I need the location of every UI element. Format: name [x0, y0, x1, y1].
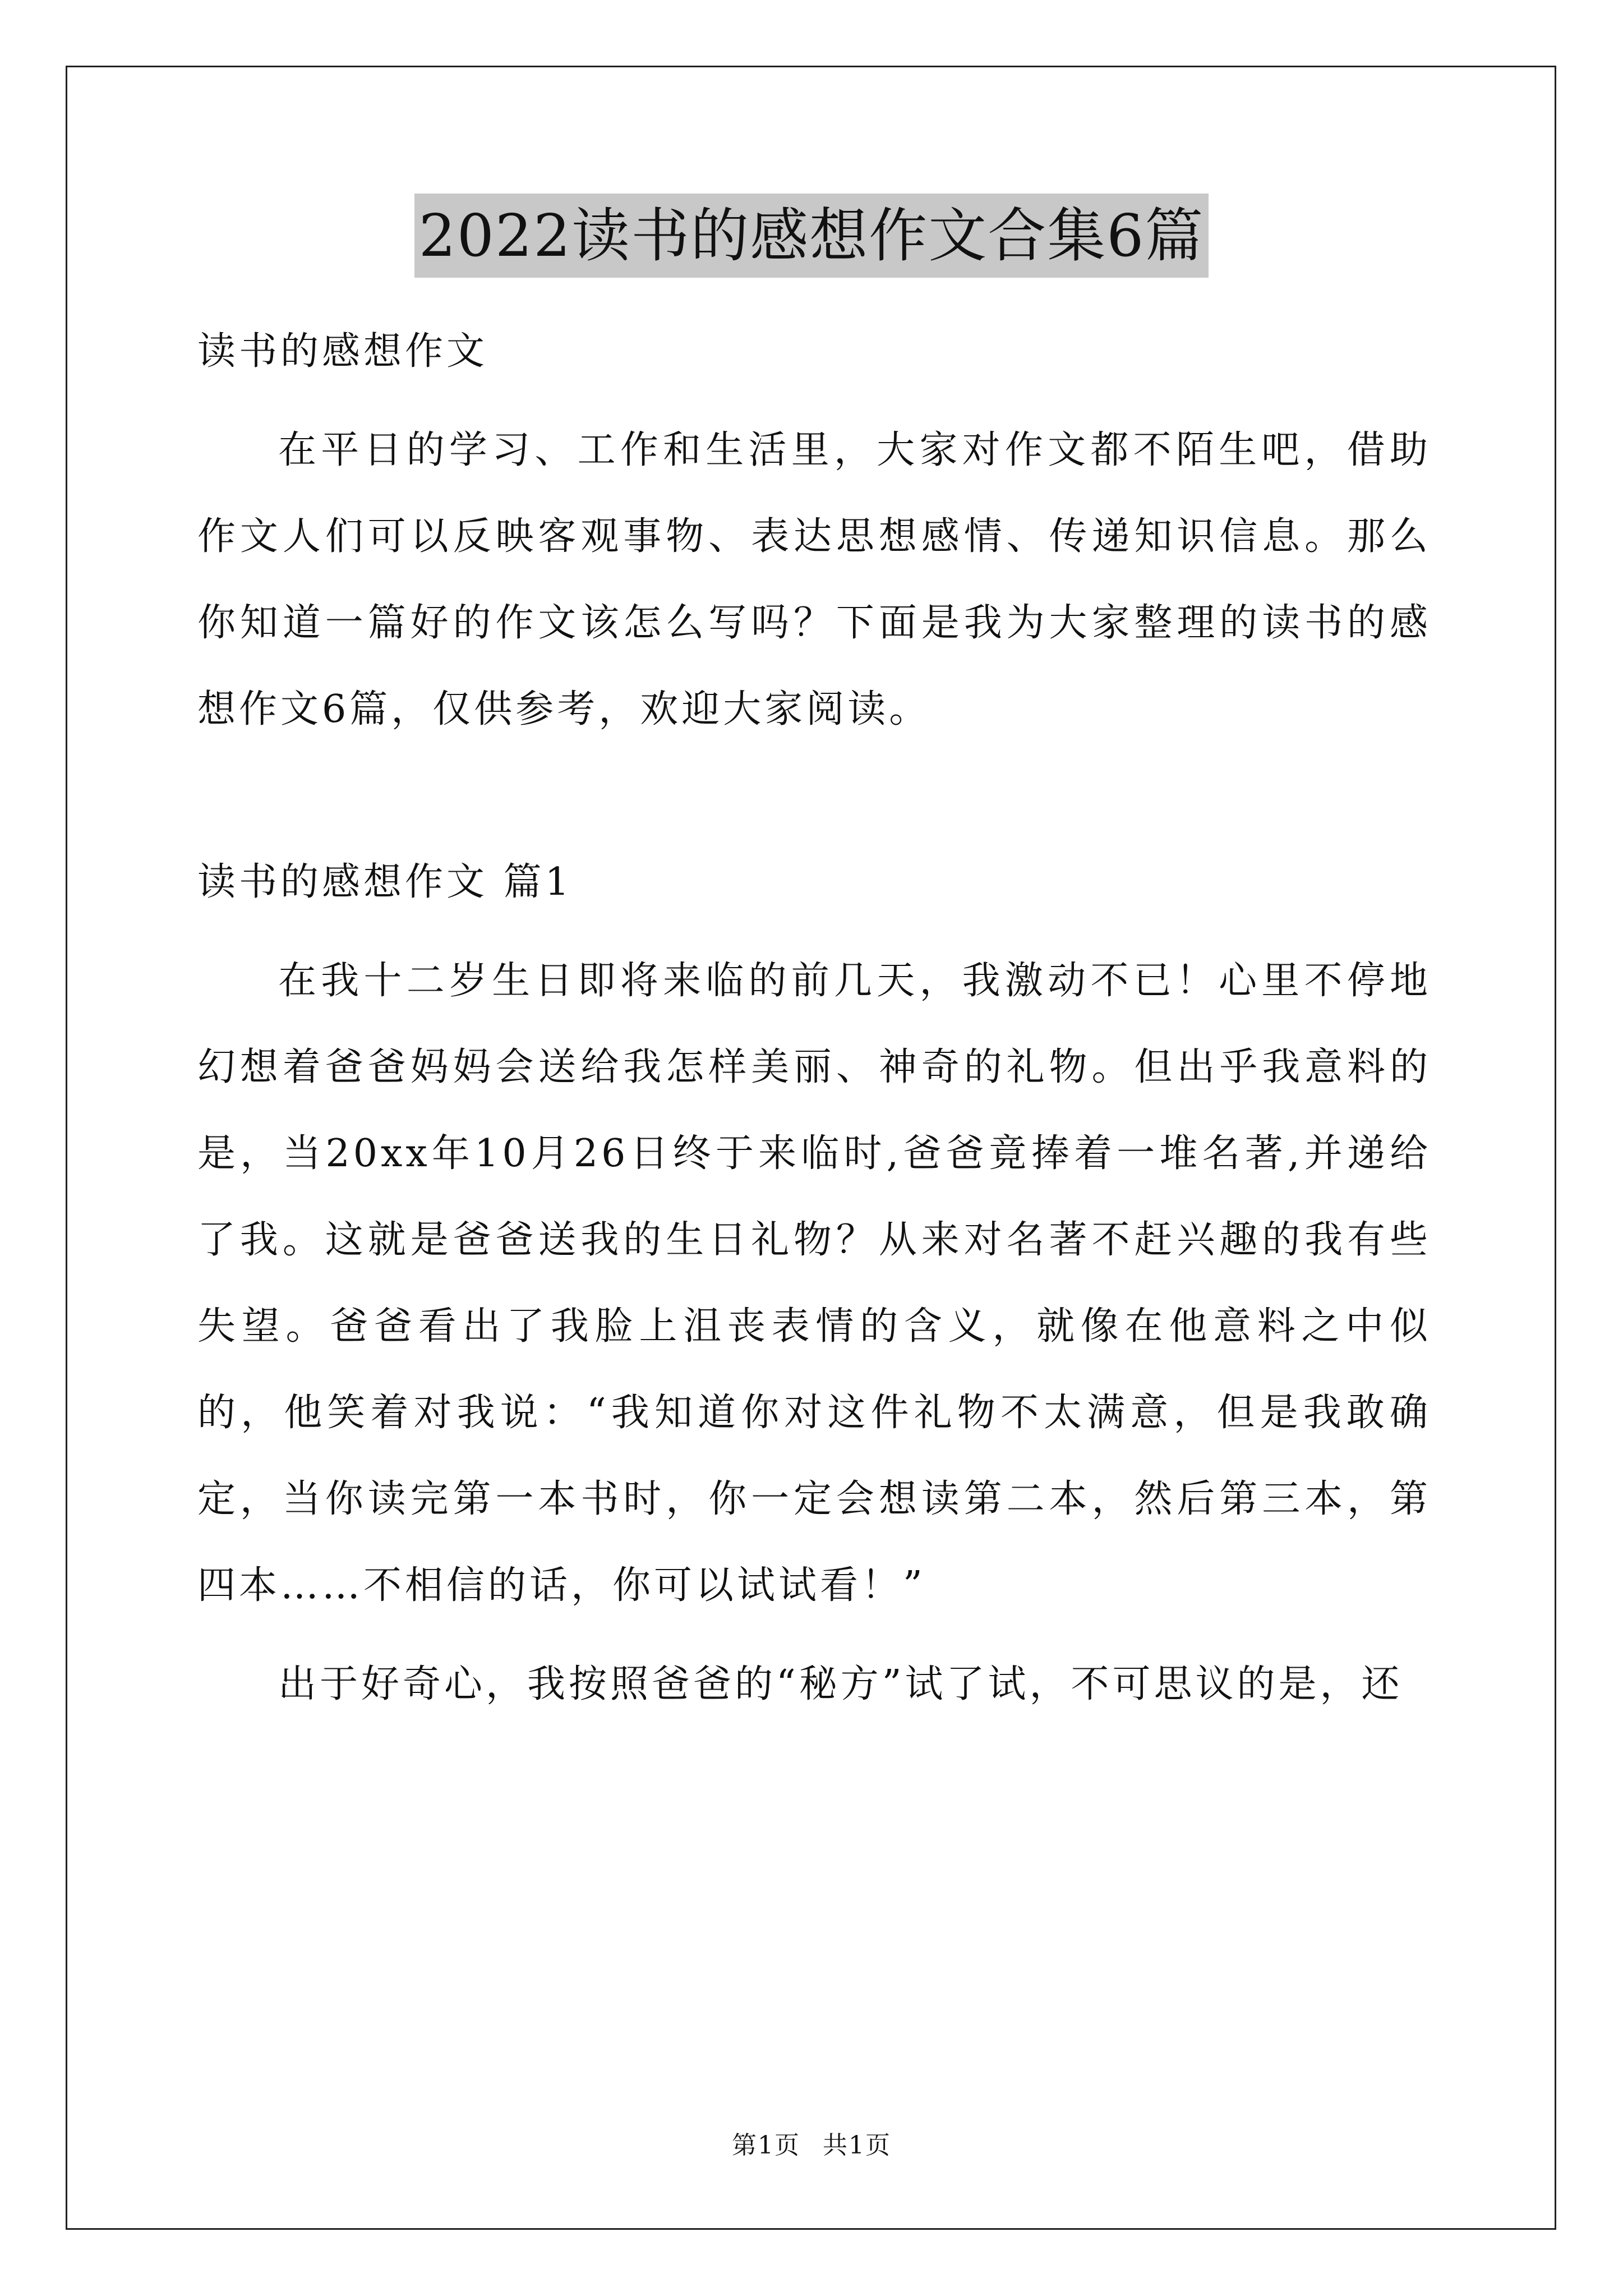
essay-1-paragraph-1: 在我十二岁生日即将来临的前几天，我激动不已！心里不停地幻想着爸爸妈妈会送给我怎样美丽、神奇的礼物。但出乎我意料的是，当20xx年10月26日终于来临时,爸爸竟捧着一堆名著,并递给了我。这就是爸爸送我的生日礼物？从来对名著不赶兴趣的我有些失望。爸爸看出了我脸上沮丧表情的含义，就像在他意料之中似的，他笑着对我说：“我知道你对这件礼物不太满意，但是我敢确定，当你读完第一本书时，你一定会想读第二本，然后第三本，第四本……不相信的话，你可以试试看！” — [197, 959, 1431, 1608]
document-title: 2022读书的感想作文合集6篇 — [414, 194, 1209, 278]
essay-1-paragraph-2: 出于好奇心，我按照爸爸的“秘方”试了试，不可思议的是，还 — [278, 1662, 1403, 1706]
section-heading: 读书的感想作文 — [197, 329, 488, 374]
intro-paragraph: 在平日的学习、工作和生活里，大家对作文都不陌生吧，借助作文人们可以反映客观事物、表达思想感情、传递知识信息。那么你知道一篇好的作文该怎么写吗？下面是我为大家整理的读书的感想作文6篇，仅供参考，欢迎大家阅读。 — [197, 428, 1431, 731]
page-number-current: 第1页 — [732, 2131, 800, 2160]
document-body — [197, 309, 1431, 1728]
essay-1-heading: 读书的感想作文 篇1 — [197, 860, 573, 904]
page-footer — [0, 2129, 1623, 2162]
page-number-total: 共1页 — [823, 2131, 891, 2160]
title-wrap — [0, 194, 1623, 278]
